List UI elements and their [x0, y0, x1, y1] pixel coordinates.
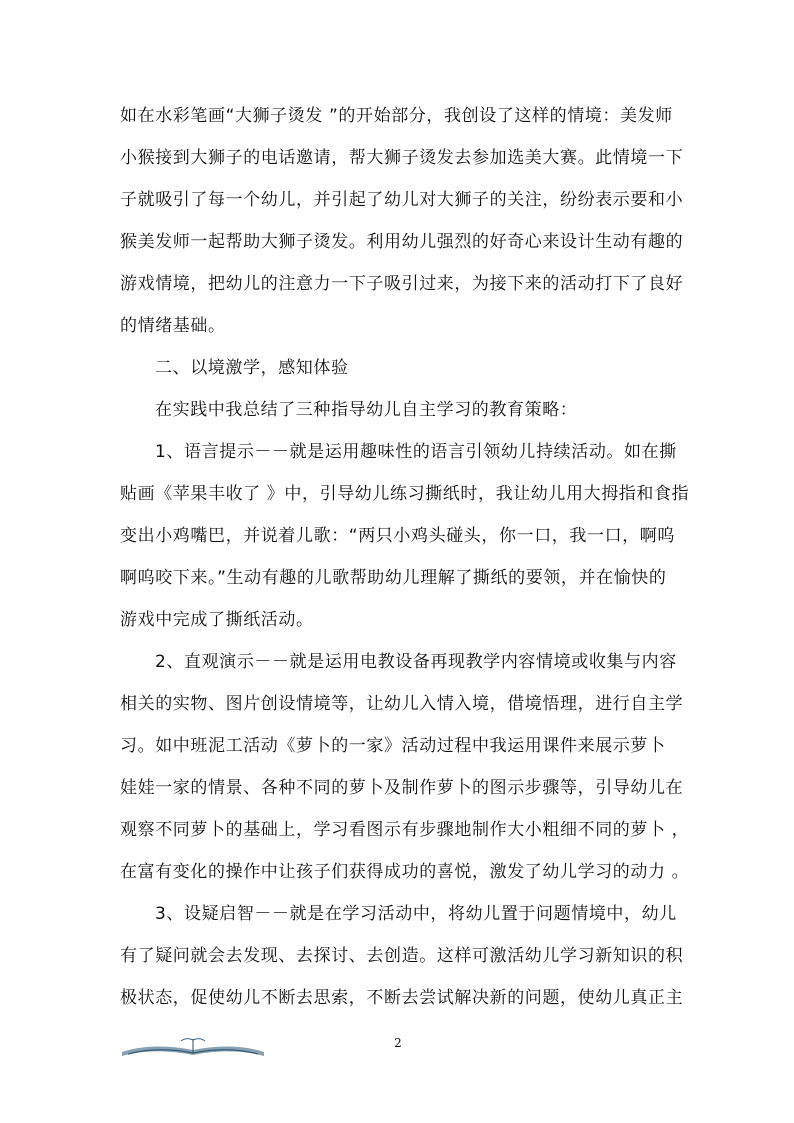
paragraph-line: 在实践中我总结了三种指导幼儿自主学习的教育策略： — [155, 400, 578, 420]
paragraph-line: 娃娃一家的情景、各种不同的萝卜及制作萝卜的图示步骤等，引导幼儿在 — [120, 778, 684, 798]
paragraph-line: 观察不同萝卜的基础上，学习看图示有步骤地制作大小粗细不同的萝卜 ， — [120, 820, 690, 840]
paragraph-line: 如在水彩笔画“大狮子烫发 ”的开始部分，我创设了这样的情境：美发师 — [120, 106, 673, 126]
paragraph-line: 习。如中班泥工活动《萝卜的一家》活动过程中我运用课件来展示萝卜 — [120, 736, 666, 756]
paragraph-line: 变出小鸡嘴巴，并说着儿歌：“两只小鸡头碰头，你一口，我一口，啊呜 — [120, 526, 676, 546]
paragraph-line: 极状态，促使幼儿不断去思索，不断去尝试解决新的问题，使幼儿真正主 — [120, 988, 684, 1008]
paragraph-line: 游戏情境，把幼儿的注意力一下子吸引过来，为接下来的活动打下了良好 — [120, 274, 684, 294]
paragraph-line: 子就吸引了每一个幼儿，并引起了幼儿对大狮子的关注，纷纷表示要和小 — [120, 190, 684, 210]
section-heading: 二、以境激学，感知体验 — [155, 358, 349, 378]
paragraph-line: 的情绪基础。 — [120, 316, 226, 336]
list-item-heading: 3、设疑启智－－就是在学习活动中，将幼儿置于问题情境中，幼儿 — [155, 904, 677, 924]
paragraph-line: 小猴接到大狮子的电话邀请，帮大狮子烫发去参加选美大赛。此情境一下 — [120, 148, 684, 168]
paragraph-line: 有了疑问就会去发现、去探讨、去创造。这样可激活幼儿学习新知识的积 — [120, 946, 684, 966]
paragraph-line: 猴美发师一起帮助大狮子烫发。利用幼儿强烈的好奇心来设计生动有趣的 — [120, 232, 684, 252]
paragraph-line: 啊呜咬下来。”生动有趣的儿歌帮助幼儿理解了撕纸的要领，并在愉快的 — [120, 568, 667, 588]
page-number: 2 — [394, 1036, 402, 1050]
paragraph-line: 贴画《苹果丰收了 》中，引导幼儿练习撕纸时，我让幼儿用大拇指和食指 — [120, 484, 690, 504]
paragraph-line: 在富有变化的操作中让孩子们获得成功的喜悦，激发了幼儿学习的动力 。 — [120, 862, 690, 882]
list-item-heading: 1、语言提示－－就是运用趣味性的语言引领幼儿持续活动。如在撕 — [155, 442, 677, 462]
list-item-heading: 2、直观演示－－就是运用电教设备再现教学内容情境或收集与内容 — [155, 652, 677, 672]
paragraph-line: 游戏中完成了撕纸活动。 — [120, 610, 314, 630]
open-book-icon — [118, 1030, 268, 1062]
paragraph-line: 相关的实物、图片创设情境等，让幼儿入情入境，借境悟理，进行自主学 — [120, 694, 684, 714]
